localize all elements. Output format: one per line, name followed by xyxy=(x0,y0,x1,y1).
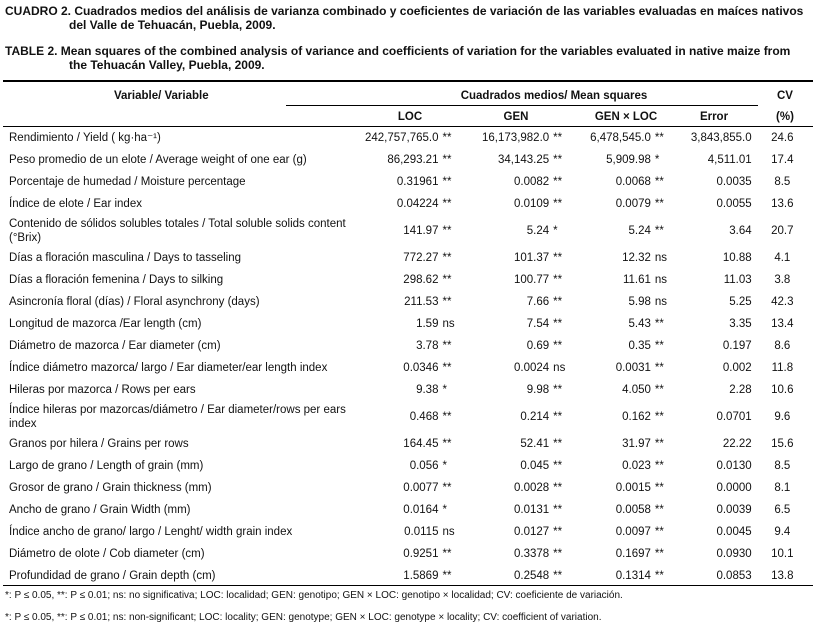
table-row xyxy=(3,335,813,357)
cell-gen xyxy=(464,455,575,477)
cell-gen-significance: ** xyxy=(553,504,563,516)
cell-gen xyxy=(464,171,575,193)
cell-error: 0.0701 xyxy=(716,411,752,423)
cell-loc xyxy=(351,401,465,433)
cell-loc-value: 0.0164 xyxy=(403,504,439,516)
cell-gxl xyxy=(575,521,677,543)
table-top-rule xyxy=(3,80,813,82)
cell-loc xyxy=(351,269,465,291)
cell-loc-significance: ns xyxy=(442,526,455,538)
cell-gxl xyxy=(575,127,677,149)
cell-gxl-significance: ** xyxy=(654,411,664,423)
table-row xyxy=(3,543,813,565)
caption-spanish-line1: Cuadrados medios del análisis de varianza combinado y coeficientes de variación de las variables evaluadas en maíces nativos xyxy=(74,4,804,18)
cell-gxl-significance: ** xyxy=(654,482,664,494)
cell-gen-significance: ** xyxy=(553,154,563,166)
cell-gen-significance: ** xyxy=(553,460,563,472)
cell-loc-value: 211.53 xyxy=(404,296,439,308)
header-cv: CV xyxy=(777,90,793,102)
cell-loc xyxy=(351,543,465,565)
cell-gxl xyxy=(575,149,677,171)
cell-gxl xyxy=(575,247,677,269)
cell-loc xyxy=(351,499,465,521)
cell-loc xyxy=(351,335,465,357)
cell-gxl xyxy=(575,357,677,379)
cell-gxl-value: 31.97 xyxy=(622,438,651,450)
cell-gen xyxy=(464,247,575,269)
cell-gen-significance: ** xyxy=(553,318,563,330)
cell-loc xyxy=(351,149,465,171)
table-row xyxy=(3,401,813,433)
cell-variable: Ancho de grano / Grain Width (mm) xyxy=(9,504,191,516)
cell-loc-value: 1.59 xyxy=(416,318,439,330)
cell-loc-significance: ** xyxy=(442,438,452,450)
cell-gxl-significance: ns xyxy=(654,252,668,264)
cell-variable: Granos por hilera / Grains per rows xyxy=(9,438,189,450)
cell-cv: 8.1 xyxy=(774,482,791,494)
cell-gen-significance: ** xyxy=(553,340,563,352)
cell-loc xyxy=(351,313,465,335)
cell-error: 0.0055 xyxy=(716,198,752,210)
cell-cv: 8.6 xyxy=(774,340,791,352)
cell-gen-value: 0.0082 xyxy=(513,176,550,188)
cell-gxl-value: 4.050 xyxy=(622,384,651,396)
cell-loc-significance: ** xyxy=(442,570,452,582)
cell-gxl-significance: ns xyxy=(654,296,668,308)
cell-variable: Índice diámetro mazorca/ largo / Ear diameter/ear length index xyxy=(9,362,328,374)
table-row xyxy=(3,149,813,171)
header-loc: LOC xyxy=(397,111,423,123)
cell-loc xyxy=(351,433,465,455)
cell-loc-value: 0.056 xyxy=(409,460,439,472)
cell-loc-value: 772.27 xyxy=(403,252,439,264)
cell-loc-significance: ** xyxy=(442,482,452,494)
cell-gen xyxy=(464,357,575,379)
cell-loc-value: 1.5869 xyxy=(403,570,439,582)
cell-gen-significance: ** xyxy=(553,411,563,423)
caption-english-label: TABLE 2. xyxy=(5,44,58,58)
cell-gen xyxy=(464,433,575,455)
cell-gen-significance: ** xyxy=(553,526,563,538)
cell-loc xyxy=(351,379,465,401)
cell-cv: 11.8 xyxy=(771,362,794,374)
cell-loc-value: 9.38 xyxy=(416,384,439,396)
cell-gen-value: 0.0127 xyxy=(513,526,550,538)
cell-variable: Grosor de grano / Grain thickness (mm) xyxy=(9,482,212,494)
cell-gxl-value: 0.35 xyxy=(628,340,651,352)
caption-spanish xyxy=(5,4,810,32)
cell-error: 0.0853 xyxy=(716,570,752,582)
cell-error: 0.0130 xyxy=(716,460,752,472)
cell-loc-value: 0.9251 xyxy=(403,548,439,560)
table-row xyxy=(3,455,813,477)
cell-gen-value: 52.41 xyxy=(520,438,550,450)
cell-gxl-value: 0.1314 xyxy=(615,570,651,582)
cell-variable: Rendimiento / Yield ( kg·ha⁻¹) xyxy=(9,132,161,144)
cell-gxl-value: 0.0079 xyxy=(615,198,651,210)
cell-gxl-value: 5.43 xyxy=(628,318,651,330)
cell-gen-value: 7.66 xyxy=(526,296,550,308)
cell-error: 0.0930 xyxy=(716,548,752,560)
cell-gxl-significance: ** xyxy=(654,340,664,352)
cell-loc-significance: ** xyxy=(442,296,452,308)
header-cv-unit: (%) xyxy=(776,111,794,123)
caption-english-line2: the Tehuacán Valley, Puebla, 2009. xyxy=(69,58,265,72)
cell-variable: Asincronía floral (días) / Floral asynchrony (days) xyxy=(9,296,260,308)
cell-gxl-value: 5.24 xyxy=(628,225,651,237)
cell-gxl xyxy=(575,313,677,335)
table-row xyxy=(3,521,813,543)
cell-loc xyxy=(351,357,465,379)
cell-gen xyxy=(464,401,575,433)
table-row xyxy=(3,127,813,149)
table-row xyxy=(3,247,813,269)
cell-gen-value: 0.3378 xyxy=(513,548,550,560)
cell-gen-value: 34,143.25 xyxy=(498,154,550,166)
cell-gen-value: 0.0131 xyxy=(513,504,550,516)
cell-gen xyxy=(464,543,575,565)
cell-loc-value: 3.78 xyxy=(416,340,439,352)
cell-gen-value: 5.24 xyxy=(526,225,550,237)
cell-loc-significance: * xyxy=(442,384,447,396)
cell-gxl-value: 0.0068 xyxy=(615,176,651,188)
cell-loc xyxy=(351,215,465,247)
cell-loc xyxy=(351,291,465,313)
cell-gen-significance: * xyxy=(553,225,558,237)
cell-loc-significance: ** xyxy=(442,132,452,144)
cell-gen-significance: ** xyxy=(553,198,563,210)
cell-gen xyxy=(464,521,575,543)
cell-loc xyxy=(351,565,465,587)
cell-variable: Profundidad de grano / Grain depth (cm) xyxy=(9,570,216,582)
header-error: Error xyxy=(699,111,729,123)
cell-gxl xyxy=(575,215,677,247)
cell-variable: Índice de elote / Ear index xyxy=(9,198,142,210)
cell-gen-significance: ** xyxy=(553,438,563,450)
cell-gxl-value: 0.1697 xyxy=(615,548,651,560)
cell-error: 3.35 xyxy=(729,318,752,330)
table-bottom-rule xyxy=(3,585,813,586)
cell-gen xyxy=(464,565,575,587)
cell-gxl-significance: ** xyxy=(654,318,664,330)
cell-loc-significance: ** xyxy=(442,362,452,374)
cell-gxl-value: 5.98 xyxy=(628,296,651,308)
cell-gen xyxy=(464,499,575,521)
cell-cv: 13.4 xyxy=(771,318,794,330)
cell-gen-value: 0.0028 xyxy=(513,482,550,494)
cell-loc-significance: ** xyxy=(442,154,452,166)
cell-gxl-value: 11.61 xyxy=(622,274,651,286)
cell-cv: 24.6 xyxy=(771,132,794,144)
caption-english-line1: Mean squares of the combined analysis of variance and coefficients of variation for the variables evaluated in native maize from xyxy=(60,44,791,58)
cell-error: 2.28 xyxy=(729,384,752,396)
cell-loc-significance: ns xyxy=(442,318,455,330)
cell-gen xyxy=(464,149,575,171)
cell-error: 0.197 xyxy=(722,340,752,352)
cell-gxl xyxy=(575,477,677,499)
cell-error: 4,511.01 xyxy=(707,154,752,166)
cell-gxl xyxy=(575,291,677,313)
footnote-spanish: *: P ≤ 0.05, **: P ≤ 0.01; ns: no significativa; LOC: localidad; GEN: genotipo; GEN × LOC: genotipo × localidad; CV: coeficiente de variación. xyxy=(5,590,623,601)
table-row xyxy=(3,171,813,193)
cell-gxl xyxy=(575,379,677,401)
cell-cv: 6.5 xyxy=(774,504,791,516)
anova-table xyxy=(3,127,813,587)
cell-cv: 9.4 xyxy=(774,526,791,538)
cell-error: 0.0039 xyxy=(716,504,752,516)
cell-gxl-value: 0.0058 xyxy=(615,504,651,516)
cell-error: 10.88 xyxy=(722,252,752,264)
cell-gen-significance: ** xyxy=(553,252,563,264)
cell-loc-significance: ** xyxy=(442,252,452,264)
cell-gen-significance: ** xyxy=(553,132,563,144)
cell-gen-value: 0.69 xyxy=(526,340,550,352)
cell-gen xyxy=(464,127,575,149)
cell-loc-significance: ** xyxy=(442,274,452,286)
cell-variable: Diámetro de olote / Cob diameter (cm) xyxy=(9,548,205,560)
cell-gen-significance: ** xyxy=(553,296,563,308)
cell-gen-significance: ns xyxy=(553,362,566,374)
cell-gxl xyxy=(575,543,677,565)
cell-gxl-significance: ** xyxy=(654,548,664,560)
cell-gxl-significance: ns xyxy=(654,274,668,286)
cell-gxl xyxy=(575,193,677,215)
cell-gxl-significance: ** xyxy=(654,460,664,472)
cell-gxl-significance: ** xyxy=(654,132,664,144)
cell-gen-significance: ** xyxy=(553,482,563,494)
cell-loc-value: 0.468 xyxy=(409,411,439,423)
cell-loc-value: 0.0115 xyxy=(404,526,439,538)
cell-gen xyxy=(464,193,575,215)
cell-error: 22.22 xyxy=(722,438,752,450)
cell-loc-significance: ** xyxy=(442,340,452,352)
cell-gxl-value: 0.0031 xyxy=(615,362,651,374)
caption-spanish-label: CUADRO 2. xyxy=(5,4,72,18)
cell-gen xyxy=(464,477,575,499)
table-row xyxy=(3,357,813,379)
table-row xyxy=(3,291,813,313)
cell-loc-significance: ** xyxy=(442,198,452,210)
cell-gen-significance: ** xyxy=(553,384,563,396)
cell-cv: 10.1 xyxy=(771,548,794,560)
cell-loc-significance: ** xyxy=(442,548,452,560)
cell-variable: Índice ancho de grano/ largo / Lenght/ width grain index xyxy=(9,526,293,538)
cell-gxl xyxy=(575,335,677,357)
cell-gxl xyxy=(575,401,677,433)
cell-loc-value: 0.31961 xyxy=(396,176,439,188)
cell-cv: 3.8 xyxy=(774,274,791,286)
footnote-english: *: P ≤ 0.05, **: P ≤ 0.01; ns: non-significant; LOC: locality; GEN: genotype; GEN × LOC: genotype × locality; CV: coefficient of variation. xyxy=(5,612,602,623)
table-row xyxy=(3,477,813,499)
cell-gxl-significance: ** xyxy=(654,384,664,396)
cell-cv: 13.6 xyxy=(771,198,794,210)
cell-loc xyxy=(351,477,465,499)
cell-loc xyxy=(351,193,465,215)
cell-gxl xyxy=(575,433,677,455)
anova-table-body xyxy=(3,127,813,587)
cell-variable: Índice hileras por mazorcas/diámetro / Ear diameter/rows per ears index xyxy=(9,404,346,430)
cell-gen-value: 9.98 xyxy=(526,384,550,396)
cell-cv: 8.5 xyxy=(774,460,791,472)
cell-gxl-value: 0.162 xyxy=(622,411,651,423)
cell-loc-significance: * xyxy=(442,460,447,472)
cell-loc xyxy=(351,171,465,193)
table-row xyxy=(3,193,813,215)
cell-gxl-significance: * xyxy=(654,154,660,166)
cell-variable: Hileras por mazorca / Rows per ears xyxy=(9,384,196,396)
cell-gen xyxy=(464,335,575,357)
cell-gxl-value: 6,478,545.0 xyxy=(590,132,651,144)
cell-loc xyxy=(351,127,465,149)
cell-cv: 42.3 xyxy=(771,296,794,308)
cell-gxl-value: 5,909.98 xyxy=(606,154,651,166)
cell-gxl-significance: ** xyxy=(654,198,664,210)
cell-gen xyxy=(464,313,575,335)
cell-loc-significance: ** xyxy=(442,176,452,188)
cell-cv: 4.1 xyxy=(774,252,791,264)
cell-gxl-significance: ** xyxy=(654,225,664,237)
table-row xyxy=(3,269,813,291)
cell-cv: 15.6 xyxy=(771,438,794,450)
cell-loc-value: 86,293.21 xyxy=(387,154,439,166)
cell-loc xyxy=(351,247,465,269)
cell-gen-value: 0.2548 xyxy=(513,570,550,582)
cell-cv: 8.5 xyxy=(774,176,791,188)
cell-gen-value: 0.0024 xyxy=(513,362,550,374)
cell-loc-significance: ** xyxy=(442,411,452,423)
cell-gen xyxy=(464,269,575,291)
cell-gen-value: 101.37 xyxy=(513,252,550,264)
cell-cv: 13.8 xyxy=(771,570,794,582)
header-gen: GEN xyxy=(503,111,529,123)
cell-gxl-value: 0.0097 xyxy=(615,526,651,538)
header-mean-squares: Cuadrados medios/ Mean squares xyxy=(460,90,648,102)
cell-gen xyxy=(464,215,575,247)
cell-gxl-value: 0.023 xyxy=(622,460,651,472)
cell-loc-significance: * xyxy=(442,504,447,516)
cell-variable: Longitud de mazorca /Ear length (cm) xyxy=(9,318,202,330)
cell-loc-value: 0.0077 xyxy=(403,482,439,494)
cell-gen-significance: ** xyxy=(553,548,563,560)
cell-gxl-significance: ** xyxy=(654,176,664,188)
cell-gen xyxy=(464,291,575,313)
cell-gen-significance: ** xyxy=(553,176,563,188)
cell-error: 0.0045 xyxy=(716,526,752,538)
table-row xyxy=(3,215,813,247)
cell-gxl-significance: ** xyxy=(654,570,664,582)
cell-loc-value: 242,757,765.0 xyxy=(364,132,439,144)
cell-error: 11.03 xyxy=(723,274,752,286)
cell-gxl-value: 12.32 xyxy=(622,252,651,264)
header-group-rule xyxy=(286,105,758,106)
cell-variable: Peso promedio de un elote / Average weight of one ear (g) xyxy=(9,154,307,166)
cell-gxl xyxy=(575,269,677,291)
cell-gen-value: 16,173,982.0 xyxy=(482,132,550,144)
cell-variable: Diámetro de mazorca / Ear diameter (cm) xyxy=(9,340,221,352)
cell-cv: 9.6 xyxy=(774,411,791,423)
cell-loc xyxy=(351,455,465,477)
cell-gen-value: 7.54 xyxy=(526,318,550,330)
caption-english xyxy=(5,44,810,72)
cell-variable: Largo de grano / Length of grain (mm) xyxy=(9,460,204,472)
cell-gen-value: 0.214 xyxy=(520,411,550,423)
cell-variable: Días a floración masculina / Days to tasseling xyxy=(9,252,242,264)
cell-gen-value: 100.77 xyxy=(513,274,550,286)
caption-spanish-line2: del Valle de Tehuacán, Puebla, 2009. xyxy=(69,18,276,32)
cell-cv: 17.4 xyxy=(771,154,794,166)
cell-gxl-significance: ** xyxy=(654,504,664,516)
cell-gxl-significance: ** xyxy=(654,526,664,538)
cell-variable: Días a floración femenina / Days to silking xyxy=(9,274,224,286)
cell-error: 0.002 xyxy=(722,362,752,374)
table-row xyxy=(3,313,813,335)
cell-error: 3,843,855.0 xyxy=(690,132,752,144)
cell-loc xyxy=(351,521,465,543)
cell-gen-significance: ** xyxy=(553,570,563,582)
table-row xyxy=(3,565,813,587)
cell-loc-value: 0.0346 xyxy=(403,362,439,374)
cell-gen xyxy=(464,379,575,401)
table-row xyxy=(3,433,813,455)
cell-gxl-significance: ** xyxy=(654,438,664,450)
cell-gxl-significance: ** xyxy=(654,362,664,374)
cell-gxl-value: 0.0015 xyxy=(615,482,651,494)
header-variable: Variable/ Variable xyxy=(114,90,209,102)
cell-variable: Contenido de sólidos solubles totales / Total soluble solids content (°Brix) xyxy=(9,218,346,244)
cell-loc-value: 164.45 xyxy=(403,438,439,450)
cell-gen-value: 0.045 xyxy=(520,460,550,472)
table-row xyxy=(3,379,813,401)
cell-gxl xyxy=(575,499,677,521)
cell-variable: Porcentaje de humedad / Moisture percentage xyxy=(9,176,246,188)
cell-loc-value: 0.04224 xyxy=(396,198,439,210)
header-gen-x-loc: GEN × LOC xyxy=(594,111,658,123)
cell-gxl xyxy=(575,565,677,587)
cell-error: 0.0000 xyxy=(716,482,752,494)
cell-gen-value: 0.0109 xyxy=(513,198,550,210)
cell-loc-value: 298.62 xyxy=(403,274,439,286)
cell-error: 0.0035 xyxy=(716,176,752,188)
table-row xyxy=(3,499,813,521)
cell-gxl xyxy=(575,171,677,193)
cell-gxl xyxy=(575,455,677,477)
cell-gen-significance: ** xyxy=(553,274,563,286)
cell-error: 3.64 xyxy=(729,225,752,237)
cell-cv: 10.6 xyxy=(771,384,794,396)
cell-error: 5.25 xyxy=(729,296,752,308)
cell-loc-significance: ** xyxy=(442,225,452,237)
cell-cv: 20.7 xyxy=(771,225,794,237)
cell-loc-value: 141.97 xyxy=(403,225,439,237)
